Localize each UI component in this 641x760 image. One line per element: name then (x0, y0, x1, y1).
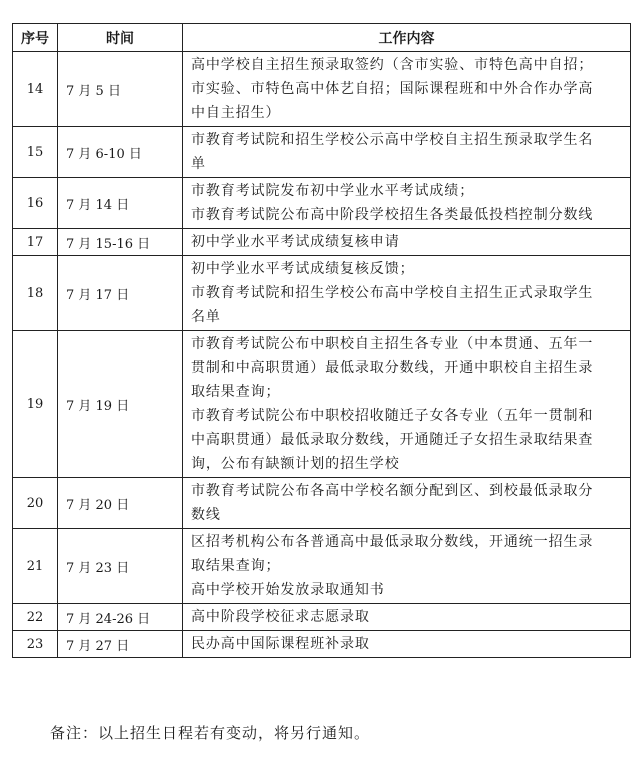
content-line: 取结果查询； (191, 384, 281, 400)
content-line: 市教育考试院和招生学校公示高中学校自主招生预录取学生名 (191, 132, 594, 148)
row-content (183, 478, 631, 529)
row-date: 7 月 14 日 (58, 178, 183, 229)
header-no: 序号 (13, 24, 58, 52)
content-line: 初中学业水平考试成绩复核申请 (191, 234, 400, 250)
row-number: 14 (13, 52, 58, 127)
header-content: 工作内容 (183, 24, 631, 52)
schedule-table (12, 23, 631, 658)
content-line: 市教育考试院和招生学校公布高中学校自主招生正式录取学生 (191, 285, 594, 301)
content-line: 市教育考试院发布初中学业水平考试成绩； (191, 183, 475, 199)
row-content (183, 52, 631, 127)
content-line: 高中学校开始发放录取通知书 (191, 582, 385, 598)
table-row (13, 256, 631, 331)
table-row (13, 604, 631, 631)
content-line: 取结果查询； (191, 558, 281, 574)
content-line: 单 (191, 156, 206, 172)
row-content (183, 631, 631, 658)
table-row (13, 631, 631, 658)
content-line: 市教育考试院公布中职校自主招生各专业（中本贯通、五年一 (191, 336, 594, 352)
header-row (13, 24, 631, 52)
row-content (183, 604, 631, 631)
table-row (13, 529, 631, 604)
content-line: 初中学业水平考试成绩复核反馈； (191, 261, 415, 277)
content-line: 中自主招生） (191, 105, 281, 121)
row-date: 7 月 24-26 日 (58, 604, 183, 631)
table-row (13, 229, 631, 256)
row-date: 7 月 27 日 (58, 631, 183, 658)
content-line: 询，公布有缺额计划的招生学校 (191, 456, 400, 472)
table-row (13, 331, 631, 478)
content-line: 贯制和中高职贯通）最低录取分数线，开通中职校自主招生录 (191, 360, 594, 376)
row-date: 7 月 5 日 (58, 52, 183, 127)
content-line: 高中阶段学校征求志愿录取 (191, 609, 370, 625)
row-date: 7 月 20 日 (58, 478, 183, 529)
row-date: 7 月 6-10 日 (58, 127, 183, 178)
row-content (183, 127, 631, 178)
row-number: 17 (13, 229, 58, 256)
row-number: 22 (13, 604, 58, 631)
table-row (13, 127, 631, 178)
row-number: 19 (13, 331, 58, 478)
row-content (183, 178, 631, 229)
row-content (183, 229, 631, 256)
content-line: 区招考机构公布各普通高中最低录取分数线，开通统一招生录 (191, 534, 594, 550)
row-number: 20 (13, 478, 58, 529)
content-line: 市教育考试院公布各高中学校名额分配到区、到校最低录取分 (191, 483, 594, 499)
content-line: 中高职贯通）最低录取分数线，开通随迁子女招生录取结果查 (191, 432, 594, 448)
content-line: 民办高中国际课程班补录取 (191, 636, 370, 652)
row-number: 21 (13, 529, 58, 604)
row-number: 15 (13, 127, 58, 178)
row-content (183, 529, 631, 604)
row-date: 7 月 17 日 (58, 256, 183, 331)
row-number: 23 (13, 631, 58, 658)
content-line: 市教育考试院公布高中阶段学校招生各类最低投档控制分数线 (191, 207, 594, 223)
row-number: 16 (13, 178, 58, 229)
table-row (13, 52, 631, 127)
row-date: 7 月 23 日 (58, 529, 183, 604)
footnote: 备注：以上招生日程若有变动，将另行通知。 (50, 724, 371, 742)
table-row (13, 478, 631, 529)
content-line: 市实验、市特色高中体艺自招；国际课程班和中外合作办学高 (191, 81, 594, 97)
row-content (183, 331, 631, 478)
content-line: 市教育考试院公布中职校招收随迁子女各专业（五年一贯制和 (191, 408, 594, 424)
table-body (13, 52, 631, 658)
header-time: 时间 (58, 24, 183, 52)
content-line: 数线 (191, 507, 221, 523)
content-line: 高中学校自主招生预录取签约（含市实验、市特色高中自招； (191, 57, 594, 73)
row-date: 7 月 15-16 日 (58, 229, 183, 256)
content-line: 名单 (191, 309, 221, 325)
table-row (13, 178, 631, 229)
row-content (183, 256, 631, 331)
row-number: 18 (13, 256, 58, 331)
row-date: 7 月 19 日 (58, 331, 183, 478)
